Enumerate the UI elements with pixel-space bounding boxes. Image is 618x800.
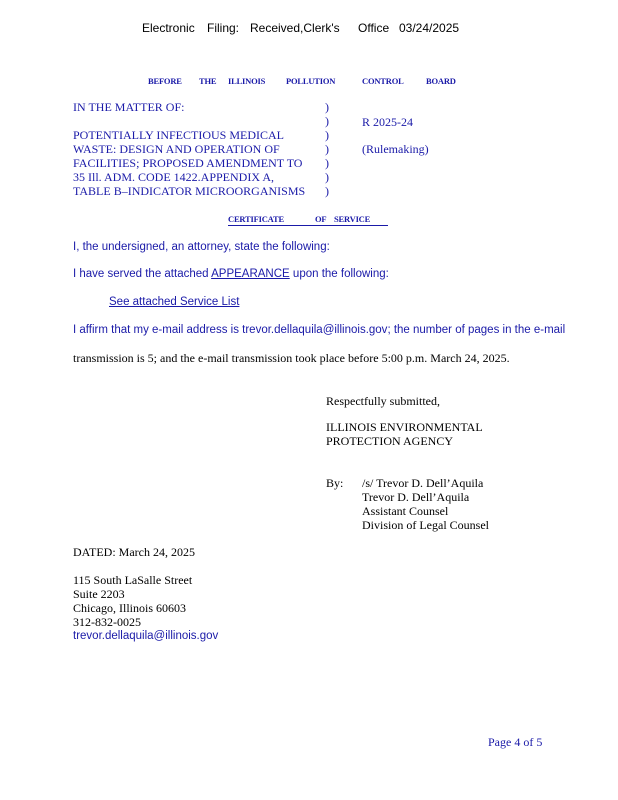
body-attorney-statement: I, the undersigned, an attorney, state the following:	[73, 241, 330, 253]
caption-paren: )	[325, 142, 329, 156]
board-title-word: CONTROL	[362, 76, 404, 86]
caption-line: IN THE MATTER OF:	[73, 100, 185, 114]
caption-paren: )	[325, 100, 329, 114]
caption-line: TABLE B–INDICATOR MICROORGANISMS	[73, 184, 306, 198]
served-text-before: I have served the attached	[73, 268, 209, 280]
email-address-link[interactable]: trevor.dellaquila@illinois.gov	[242, 324, 388, 336]
signer-name: Trevor D. Dell’Aquila	[362, 490, 470, 504]
filing-received: Received,Clerk's	[250, 21, 340, 35]
appearance-link[interactable]: APPEARANCE	[211, 268, 290, 280]
board-title-word: BEFORE	[148, 76, 182, 86]
case-number: R 2025-24	[362, 115, 413, 129]
body-email-statement	[73, 323, 565, 337]
filing-electronic: Electronic	[142, 21, 195, 35]
caption-line: FACILITIES; PROPOSED AMENDMENT TO	[73, 156, 303, 170]
certificate-word: SERVICE	[334, 214, 371, 224]
electronic-signature: /s/ Trevor D. Dell’Aquila	[362, 476, 484, 490]
dated-line: DATED: March 24, 2025	[73, 545, 195, 559]
caption-line: 35 Ill. ADM. CODE 1422.APPENDIX A,	[73, 170, 275, 184]
service-list-link[interactable]: See attached Service List	[109, 296, 240, 308]
caption-paren: )	[325, 128, 329, 142]
caption-paren: )	[325, 184, 329, 198]
address-email-link[interactable]: trevor.dellaquila@illinois.gov	[73, 630, 219, 642]
address-street: 115 South LaSalle Street	[73, 573, 193, 587]
email-text-before: I affirm that my e-mail address is	[73, 324, 239, 336]
by-label: By:	[326, 476, 344, 490]
caption-paren: )	[325, 114, 329, 128]
address-city: Chicago, Illinois 60603	[73, 601, 186, 615]
filing-date: 03/24/2025	[399, 21, 460, 35]
address-phone: 312-832-0025	[73, 615, 141, 629]
agency-name-line1: ILLINOIS ENVIRONMENTAL	[326, 420, 483, 434]
certificate-word: CERTIFICATE	[228, 214, 284, 224]
caption-line: WASTE: DESIGN AND OPERATION OF	[73, 142, 280, 156]
email-text-after: ; the number of pages in the e-mail	[387, 324, 566, 336]
board-title-word: ILLINOIS	[228, 76, 266, 86]
page-number: Page 4 of 5	[488, 735, 543, 749]
filing-office: Office	[358, 21, 390, 35]
body-transmission-statement: transmission is 5; and the e-mail transmission took place before 5:00 p.m. March 24, 2025.	[73, 351, 510, 365]
board-title-word: THE	[199, 76, 217, 86]
signer-title: Assistant Counsel	[362, 504, 449, 518]
board-title-word: BOARD	[426, 76, 456, 86]
certificate-underline	[228, 225, 388, 226]
filing-label: Filing:	[207, 21, 240, 35]
signer-division: Division of Legal Counsel	[362, 518, 489, 532]
caption-line: POTENTIALLY INFECTIOUS MEDICAL	[73, 128, 285, 142]
address-suite: Suite 2203	[73, 587, 125, 601]
served-text-after: upon the following:	[292, 268, 389, 280]
rulemaking-label: (Rulemaking)	[362, 142, 429, 156]
agency-name-line2: PROTECTION AGENCY	[326, 434, 454, 448]
closing: Respectfully submitted,	[326, 394, 440, 408]
body-served-statement	[73, 267, 389, 281]
board-title-word: POLLUTION	[286, 76, 336, 86]
caption-paren: )	[325, 156, 329, 170]
caption-paren: )	[325, 170, 329, 184]
certificate-word: OF	[315, 214, 327, 224]
